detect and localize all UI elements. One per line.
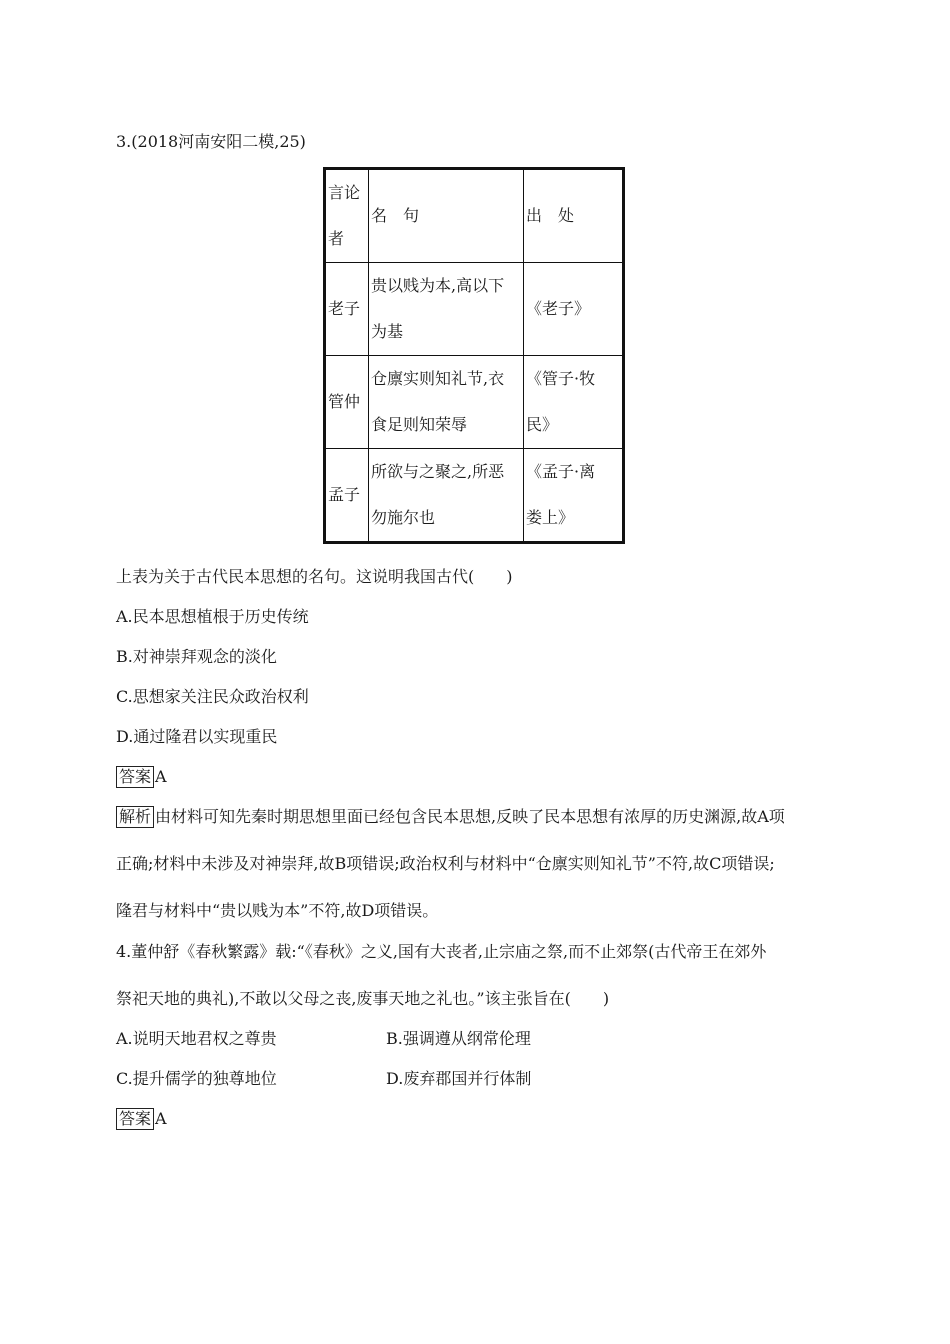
option-c: C.提升儒学的独尊地位	[116, 1069, 277, 1088]
option-b: B.强调遵从纲常伦理	[386, 1029, 531, 1048]
analysis-line: 正确;材料中未涉及对神崇拜,故B项错误;政治权利与材料中“仓廪实则知礼节”不符,故C项错误;	[116, 854, 775, 873]
option-d: D.通过隆君以实现重民	[116, 727, 278, 746]
cell-speaker: 管仲	[325, 356, 369, 449]
analysis-line: 隆君与材料中“贵以贱为本”不符,故D项错误。	[116, 901, 439, 920]
answer-value: A	[155, 767, 167, 786]
question-3-analysis	[116, 806, 785, 828]
cell-source: 《孟子·离 娄上》	[524, 449, 624, 543]
option-d: D.废弃郡国并行体制	[386, 1069, 532, 1088]
table-row	[325, 263, 624, 356]
analysis-line: 由材料可知先秦时期思想里面已经包含民本思想,反映了民本思想有浓厚的历史渊源,故A项	[155, 807, 785, 826]
table-header-row	[325, 169, 624, 263]
cell-source: 《管子·牧 民》	[524, 356, 624, 449]
cell-quote: 贵以贱为本,高以下 为基	[369, 263, 524, 356]
question-4-stem: 4.董仲舒《春秋繁露》载:“《春秋》之义,国有大丧者,止宗庙之祭,而不止郊祭(古代帝王在郊外	[116, 942, 767, 961]
question-4-stem: 祭祀天地的典礼),不敢以父母之丧,废事天地之礼也。”该主张旨在( )	[116, 989, 610, 1008]
analysis-tag: 解析	[116, 806, 154, 828]
cell-quote: 仓廪实则知礼节,衣 食足则知荣辱	[369, 356, 524, 449]
question-3-answer	[116, 766, 167, 788]
table-row	[325, 356, 624, 449]
cell-source: 《老子》	[524, 263, 624, 356]
header-speaker: 言论 者	[325, 169, 369, 263]
option-c: C.思想家关注民众政治权利	[116, 687, 309, 706]
option-a: A.说明天地君权之尊贵	[116, 1029, 277, 1048]
option-b: B.对神崇拜观念的淡化	[116, 647, 277, 666]
answer-tag: 答案	[116, 766, 154, 788]
table-row	[325, 449, 624, 543]
cell-speaker: 孟子	[325, 449, 369, 543]
option-a: A.民本思想植根于历史传统	[116, 607, 309, 626]
header-quote: 名 句	[369, 169, 524, 263]
question-3-header: 3.(2018河南安阳二模,25)	[116, 132, 306, 151]
question-4-answer	[116, 1108, 167, 1130]
header-source: 出 处	[524, 169, 624, 263]
cell-speaker: 老子	[325, 263, 369, 356]
answer-value: A	[155, 1109, 167, 1128]
cell-quote: 所欲与之聚之,所恶 勿施尔也	[369, 449, 524, 543]
answer-tag: 答案	[116, 1108, 154, 1130]
question-3-stem: 上表为关于古代民本思想的名句。这说明我国古代( )	[116, 567, 513, 586]
quotes-table	[323, 167, 625, 544]
